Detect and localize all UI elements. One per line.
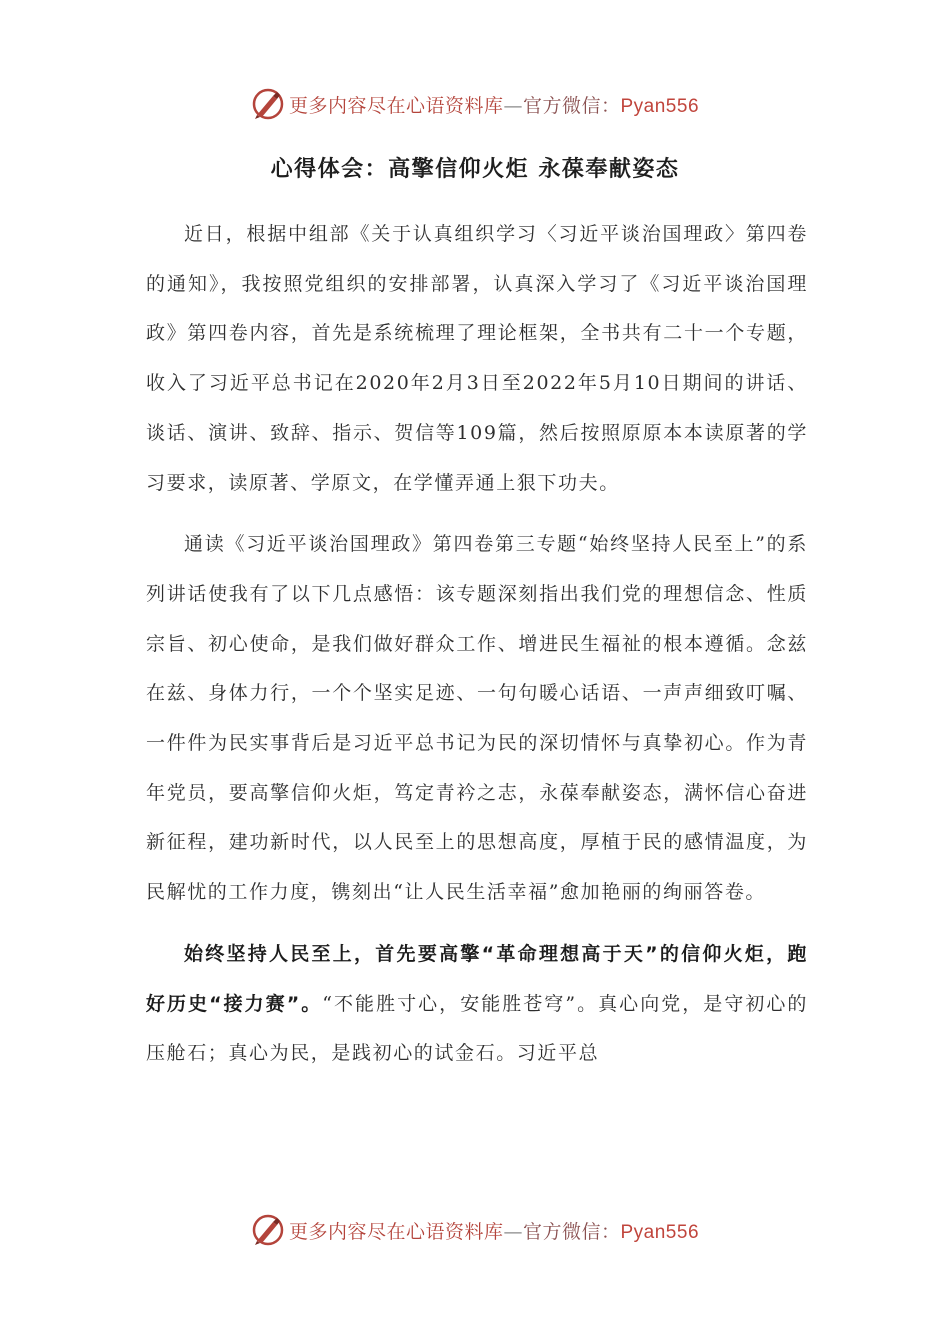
paragraph-3 — [146, 930, 808, 1079]
wechat-id: Pyan556 — [620, 1221, 700, 1243]
paragraph-2: 通读《习近平谈治国理政》第四卷第三专题“始终坚持人民至上”的系列讲话使我有了以下几点感悟：该专题深刻指出我们党的理想信念、性质宗旨、初心使命，是我们做好群众工作、增进民生福祉的根本遵循。念兹在兹、身体力行，一个个坚实足迹、一句句暖心话语、一声声细致叮嘱、一件件为民实事背后是习近平总书记为民的深切情怀与真挚初心。作为青年党员，要高擎信仰火炬，笃定青衿之志，永葆奉献姿态，满怀信心奋进新征程，建功新时代，以人民至上的思想高度，厚植于民的感情温度，为民解忧的工作力度，镌刻出“让人民生活幸福”愈加艳丽的绚丽答卷。 — [146, 533, 808, 904]
pen-logo-icon — [251, 1213, 285, 1247]
banner-text: 更多内容尽在心语资料库—官方微信：Pyan556 — [288, 1220, 700, 1243]
header-banner — [0, 82, 950, 126]
paragraph-1: 近日，根据中组部《关于认真组织学习〈习近平谈治国理政〉第四卷的通知》，我按照党组织的安排部署，认真深入学习了《习近平谈治国理政》第四卷内容，首先是系统梳理了理论框架，全书共有二十一个专题，收入了习近平总书记在2020年2月3日至2022年5月10日期间的讲话、谈话、演讲、致辞、指示、贺信等109篇，然后按照原原本本读原著的学习要求，读原著、学原文，在学懂弄通上狠下功夫。 — [146, 223, 808, 494]
banner-text: 更多内容尽在心语资料库—官方微信：Pyan556 — [288, 94, 700, 117]
document-body — [146, 210, 808, 1079]
footer-banner — [0, 1208, 950, 1252]
pen-logo-icon — [251, 87, 285, 121]
document-title: 心得体会：高擎信仰火炬 永葆奉献姿态 — [270, 157, 680, 182]
paragraph-3-text: “不能胜寸心，安能胜苍穹”。真心向党，是守初心的压舱石；真心为民，是践初心的试金石。习近平总 — [146, 992, 809, 1065]
wechat-id: Pyan556 — [620, 95, 700, 117]
paragraph-3-lead: 始终坚持人民至上，首先要高擎“革命理想高于天”的信仰火炬，跑好历史“接力赛”。 — [146, 942, 808, 1015]
